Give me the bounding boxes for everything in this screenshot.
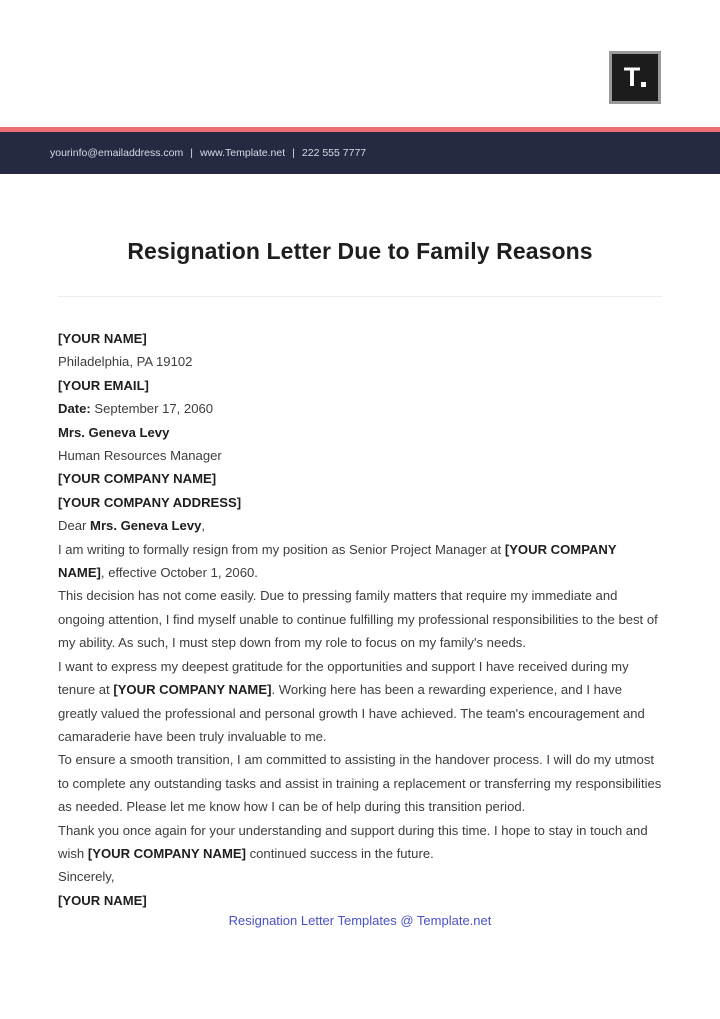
paragraph-1 <box>58 538 664 585</box>
signature-line <box>58 889 664 912</box>
recipient-name-line <box>58 421 664 444</box>
sender-location: Philadelphia, PA 19102 <box>58 354 193 370</box>
paragraph-5-text-end: continued success in the future. <box>249 845 434 861</box>
contact-website: www.Template.net <box>199 147 286 159</box>
document-title: Resignation Letter Due to Family Reasons <box>127 238 593 264</box>
paragraph-4: To ensure a smooth transition, I am committed to assisting in the handover process. I will do my utmost to complete any outstanding tasks and assist in training a replacement or transferring my responsibilities as needed. Please let me know how I can be of help during this transition period. <box>58 752 662 815</box>
contact-phone: 222 555 7777 <box>301 147 367 159</box>
salutation-prefix: Dear <box>58 518 87 534</box>
contact-separator: | <box>292 147 295 159</box>
paragraph-3-company: [YOUR COMPANY NAME] <box>113 682 272 698</box>
company-name-line <box>58 467 664 490</box>
contact-band <box>0 132 720 174</box>
logo-dot <box>641 82 646 87</box>
template-logo <box>609 51 661 104</box>
paragraph-1-text-end: , effective October 1, 2060. <box>100 565 258 581</box>
paragraph-3-text-end: . Working here has been a rewarding experience, and I have greatly valued the professional and personal growth I have achieved. The team's encouragement and camaraderie have been truly invaluable to me. <box>58 682 645 744</box>
logo-letter: T <box>623 62 641 92</box>
paragraph-1-company: [YOUR COMPANY NAME] <box>58 541 617 581</box>
paragraph-5 <box>58 819 664 866</box>
paragraph-3 <box>58 655 664 749</box>
letter-body <box>58 327 664 912</box>
date-label: Date: <box>58 401 91 417</box>
company-address-line <box>58 491 664 514</box>
footer-link[interactable]: Resignation Letter Templates @ Template.net <box>228 913 492 928</box>
signature: [YOUR NAME] <box>58 892 147 908</box>
paragraph-1-text: I am writing to formally resign from my position as Senior Project Manager at <box>58 541 502 557</box>
contact-separator: | <box>190 147 193 159</box>
recipient-name: Mrs. Geneva Levy <box>58 424 170 440</box>
date-value: September 17, 2060 <box>94 401 214 417</box>
sender-name-line <box>58 327 664 350</box>
salutation-name: Mrs. Geneva Levy <box>90 518 202 534</box>
company-address: [YOUR COMPANY ADDRESS] <box>58 494 242 510</box>
contact-email: yourinfo@emailaddress.com <box>50 147 184 159</box>
sender-email: [YOUR EMAIL] <box>58 377 149 393</box>
paragraph-5-company: [YOUR COMPANY NAME] <box>87 845 246 861</box>
company-name: [YOUR COMPANY NAME] <box>58 471 217 487</box>
salutation <box>58 514 664 537</box>
recipient-title: Human Resources Manager <box>58 448 222 464</box>
closing: Sincerely, <box>58 869 115 885</box>
salutation-suffix: , <box>201 518 206 534</box>
sender-email-line <box>58 374 664 397</box>
title-divider <box>58 296 662 297</box>
paragraph-3-text: I want to express my deepest gratitude for the opportunities and support I have received during my tenure at <box>58 658 629 698</box>
sender-name: [YOUR NAME] <box>58 331 147 346</box>
paragraph-2: This decision has not come easily. Due to pressing family matters that require my immediate and ongoing attention, I find myself unable to continue fulfilling my professional responsibilities to the best of my ability. As such, I must step down from my role to focus on my family's needs. <box>58 588 658 651</box>
paragraph-5-text: Thank you once again for your understanding and support during this time. I hope to stay in touch and wish <box>58 822 648 861</box>
date-line <box>58 397 664 420</box>
